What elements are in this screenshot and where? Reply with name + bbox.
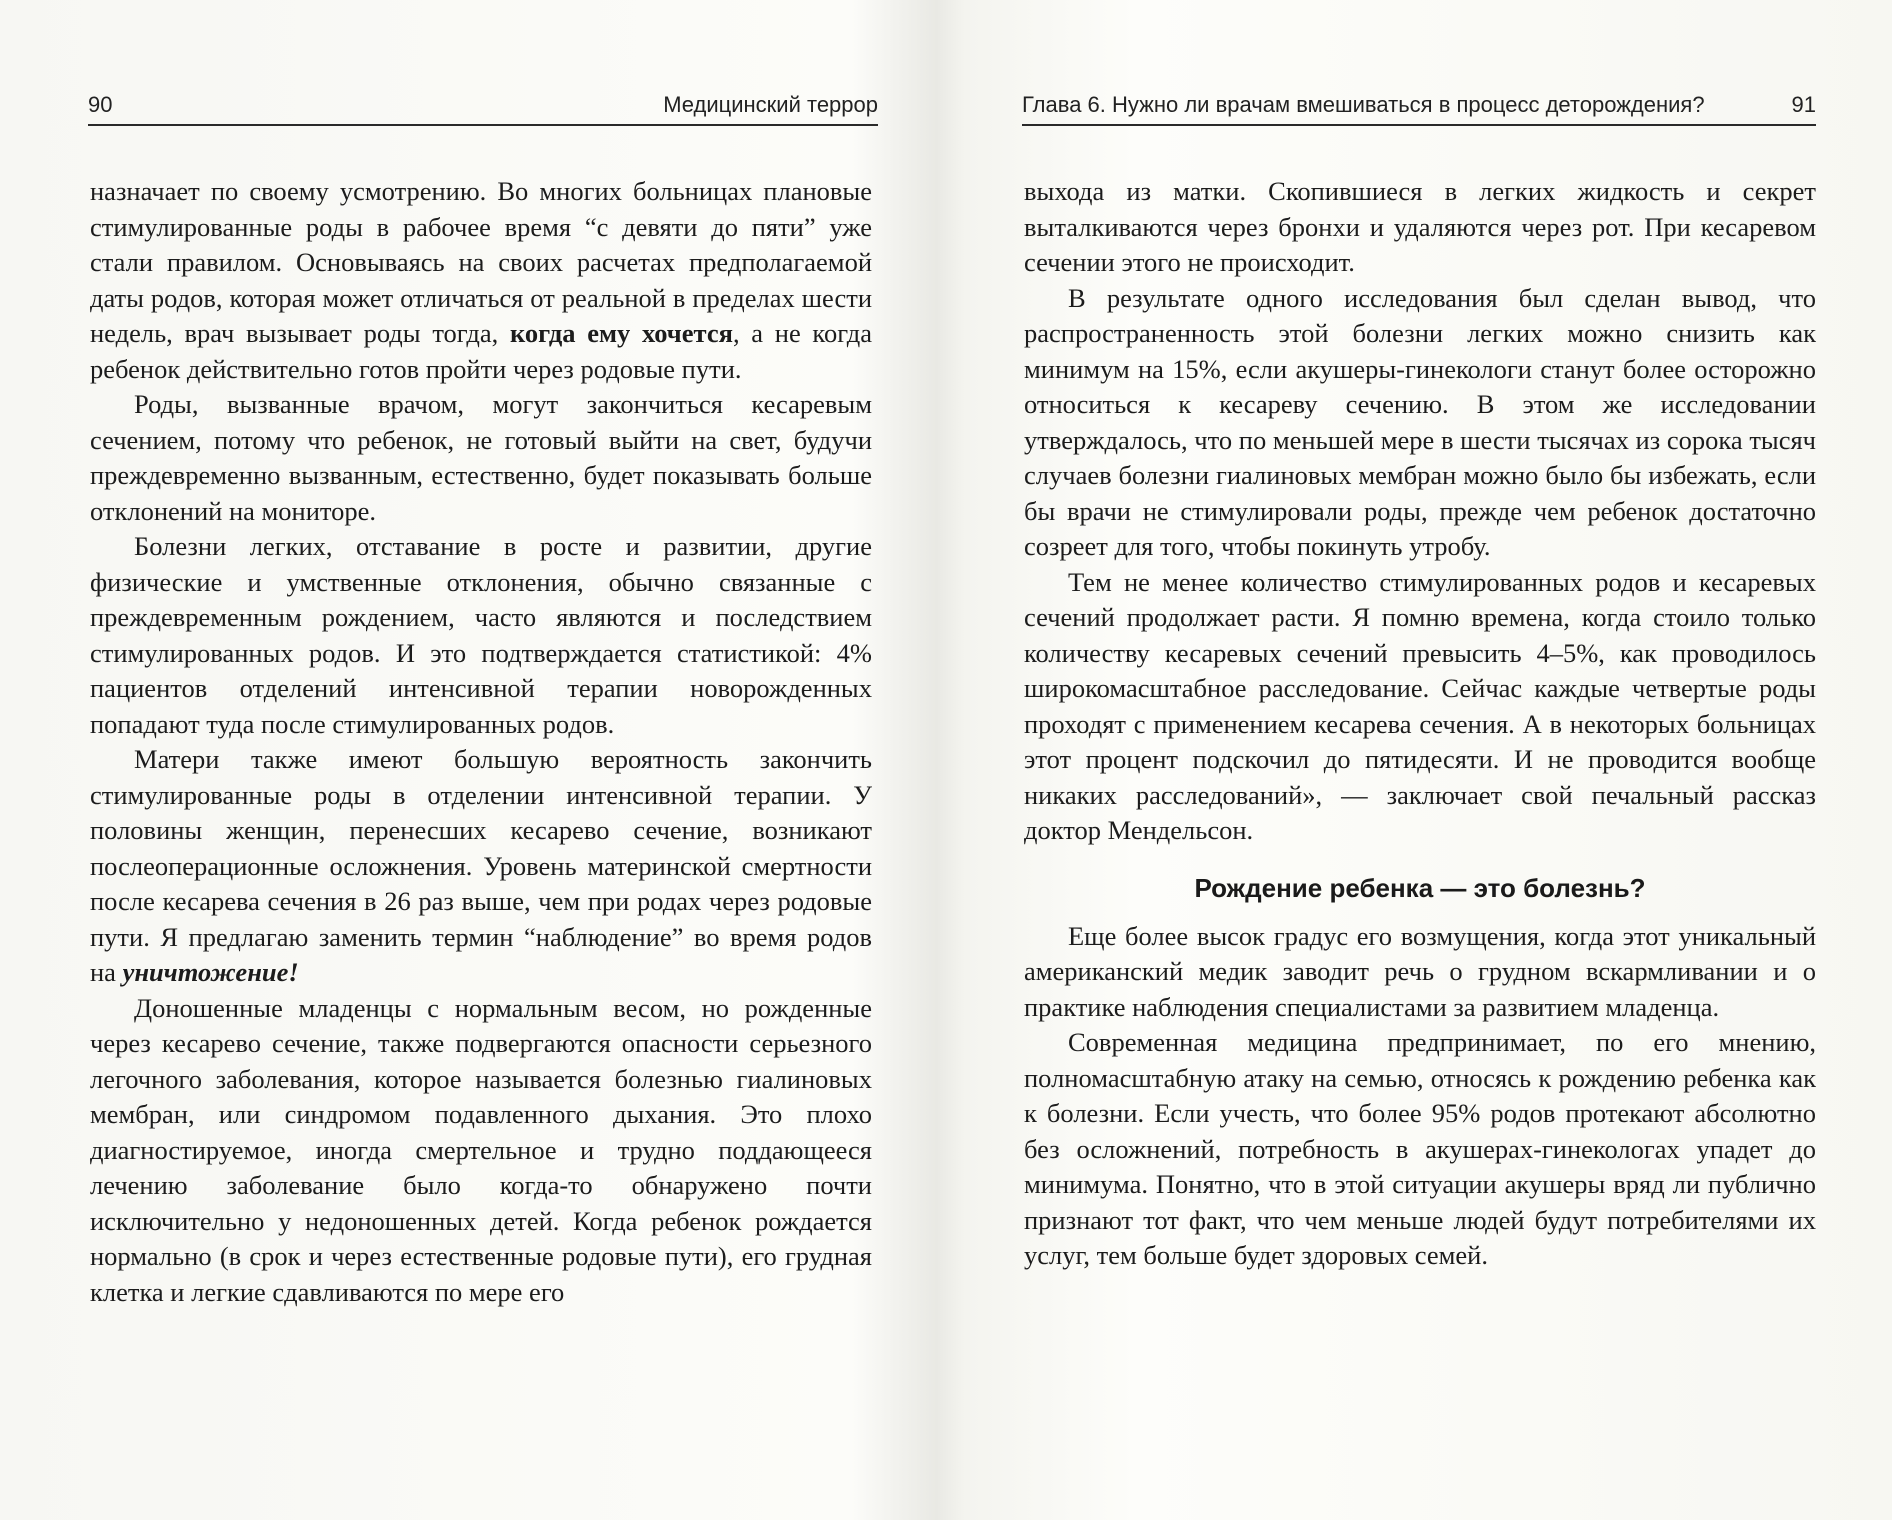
right-paragraph-3: Тем не менее количество стимулированных родов и кесаревых сечений продолжает расти. Я помню времена, когда стоило только количеству кесаревых сечений превысить 4–5%, как проводилось широкомасштабное расследование. Сейчас каждые четвертые роды проходят с применением кесарева сечения. А в некоторых больницах этот процент подскочил до пятидесяти. И не проводится вообще никаких расследований», — заключает свой печальный рассказ доктор Мендельсон.: [1024, 566, 1816, 845]
paragraph-text: Матери также имеют большую вероятность закончить стимулированные роды в отделении интенсивной терапии. У половины женщин, перенесших кесарево сечение, возникают послеоперационные осложнения. Уровень материнской смертности после кесарева сечения в 26 раз выше, чем при родах через родовые пути. Я предлагаю заменить термин “наблюдение” во время родов на: [90, 744, 872, 987]
right-paragraph-1: выхода из матки. Скопившиеся в легких жидкость и секрет выталкиваются через бронхи и удаляются через рот. При кесаревом сечении этого не происходит.: [1024, 176, 1816, 277]
right-paragraph-2: В результате одного исследования был сделан вывод, что распространенность этой болезни легких можно снизить как минимум на 15%, если акушеры-гинекологи станут более осторожно относиться к кесареву сечению. В этом же исследовании утверждалось, что по меньшей мере в шести тысячах из сорока тысяч случаев болезни гиалиновых мембран можно было бы избежать, если бы врачи не стимулировали роды, прежде чем ребенок достаточно созреет для того, чтобы покинуть утробу.: [1024, 282, 1816, 561]
bold-emphasis: когда ему хочется: [509, 318, 733, 348]
left-page-body: [90, 174, 872, 1310]
paragraph-text: назначает по своему усмотрению. Во многих больницах плановые стимулированные роды в рабочее время “с девяти до пяти” уже стали правилом. Основываясь на своих расчетах предполагаемой даты родов, которая может отличаться от реальной в пределах шести недель, врач вызывает роды тогда,: [90, 176, 872, 348]
left-page-header: [88, 88, 878, 126]
right-page-body: [1024, 174, 1816, 1274]
right-page: [946, 0, 1892, 1520]
right-page-number: 91: [1791, 92, 1816, 117]
right-running-title: Глава 6. Нужно ли врачам вмешиваться в процесс деторождения?: [1022, 92, 1705, 117]
left-paragraph-1: [90, 174, 872, 387]
bold-italic-emphasis: уничтожение!: [122, 957, 299, 987]
left-paragraph-5: Доношенные младенцы с нормальным весом, но рожденные через кесарево сечение, также подвергаются опасности серьезного легочного заболевания, которое называется болезнью гиалиновых мембран, или синдромом подавленного дыхания. Это плохо диагностируемое, иногда смертельное и трудно поддающееся лечению заболевание было когда-то обнаружено почти исключительно у недоношенных детей. Когда ребенок рождается нормально (в срок и через естественные родовые пути), его грудная клетка и легкие сдавливаются по мере его: [90, 992, 872, 1307]
left-paragraph-4: [90, 742, 872, 991]
right-paragraph-4: Еще более высок градус его возмущения, когда этот уникальный американский медик заводит речь о грудном вскармливании и о практике наблюдения специалистами за развитием младенца.: [1024, 920, 1816, 1022]
section-heading: Рождение ребенка — это болезнь?: [1194, 872, 1646, 903]
paragraph-text: , а не когда ребенок действительно готов пройти через родовые пути.: [90, 318, 872, 384]
left-paragraph-3: Болезни легких, отставание в росте и развитии, другие физические и умственные отклонения, обычно связанные с преждевременным рождением, часто являются и последствием стимулированных родов. И это подтверждается статистикой: 4% пациентов отделений интенсивной терапии новорожденных попадают туда после стимулированных родов.: [90, 531, 872, 739]
right-page-header: [1022, 88, 1816, 126]
left-running-title: Медицинский террор: [663, 92, 878, 117]
left-page-number: 90: [88, 92, 113, 117]
right-paragraph-5: Современная медицина предпринимает, по его мнению, полномасштабную атаку на семью, относясь к рождению ребенка как к болезни. Если учесть, что более 95% родов протекают абсолютно без осложнений, потребность в акушерах-гинекологах упадет до минимума. Понятно, что в этой ситуации акушеры вряд ли публично признают тот факт, что чем меньше людей будут потребителями их услуг, тем больше будет здоровых семей.: [1024, 1027, 1816, 1270]
left-paragraph-2: Роды, вызванные врачом, могут закончиться кесаревым сечением, потому что ребенок, не готовый выйти на свет, будучи преждевременно вызванным, естественно, будет показывать больше отклонений на мониторе.: [90, 389, 872, 526]
